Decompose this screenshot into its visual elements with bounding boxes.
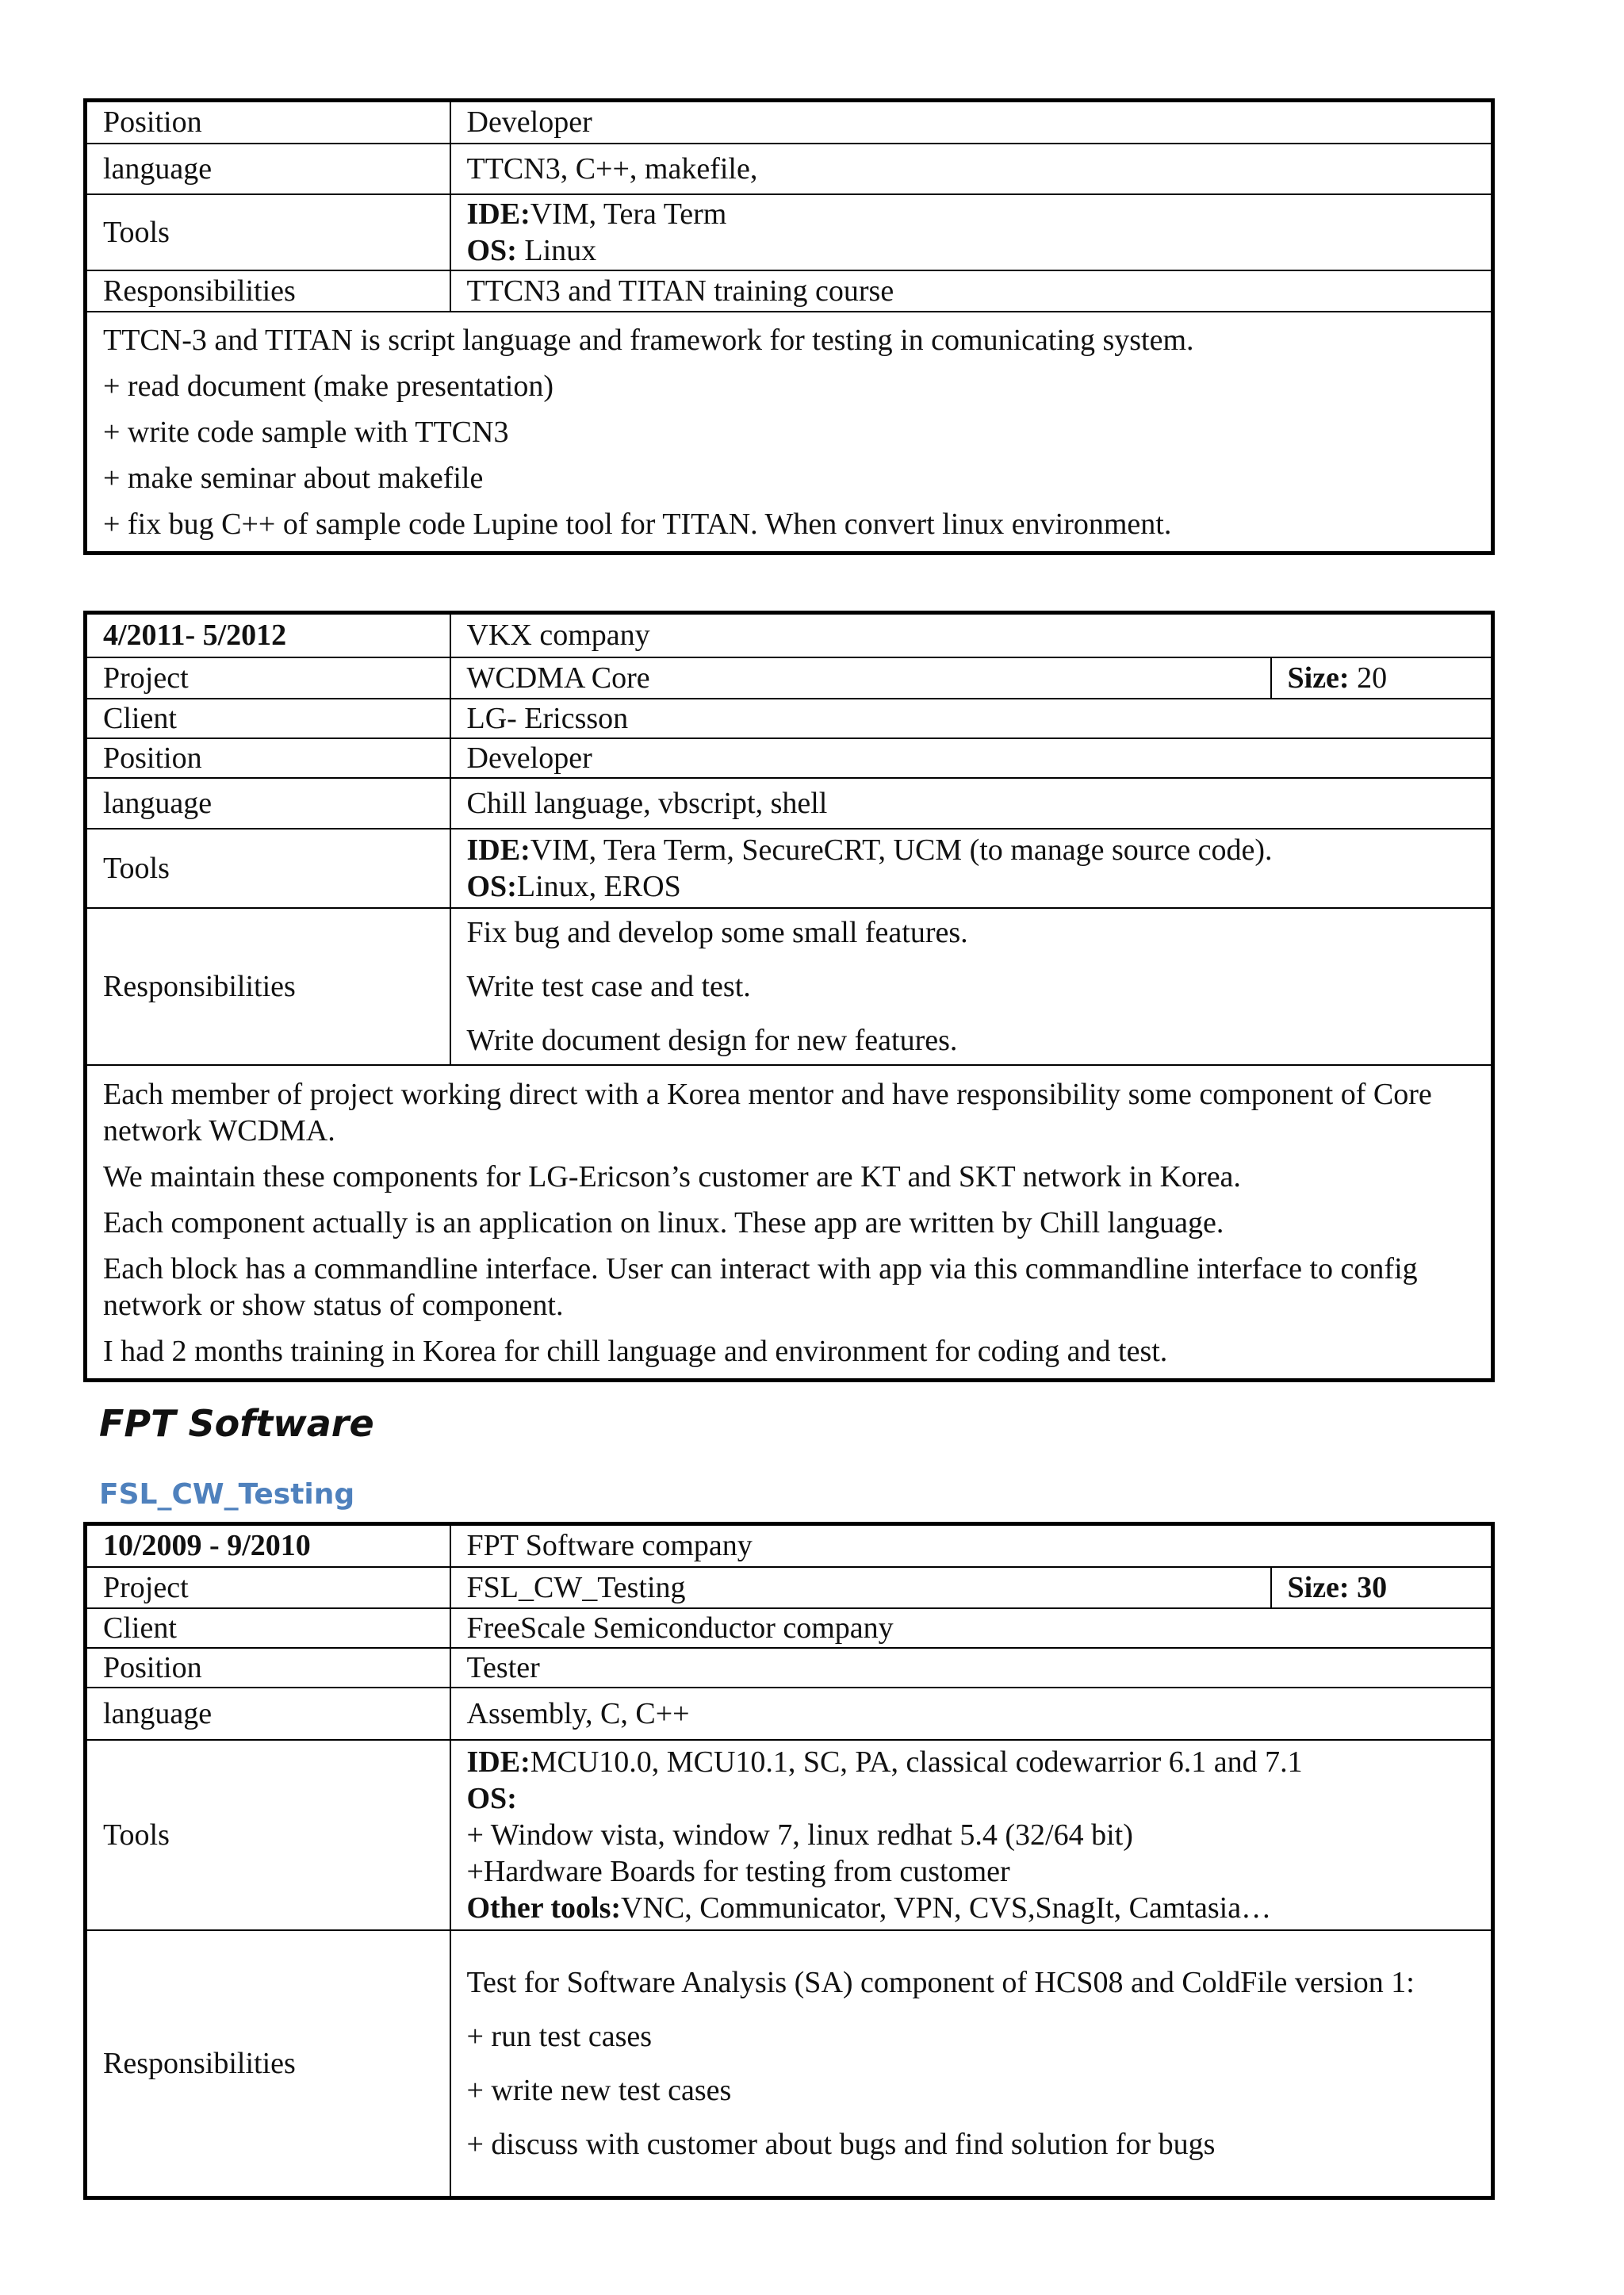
project-value: WCDMA Core [450, 657, 1271, 699]
description-line: Each block has a commandline interface. User can interact with app via this commandline interface to config network or show status of component. [103, 1251, 1418, 1322]
language-label: language [86, 144, 450, 194]
position-value: Developer [450, 738, 1493, 778]
responsibility-item: + run test cases [466, 2019, 653, 2053]
description-line: Each component actually is an application on linux. These app are written by Chill language. [103, 1205, 1224, 1239]
size-label: Size: [1287, 661, 1350, 695]
client-label: Client [86, 699, 450, 738]
language-value: Chill language, vbscript, shell [450, 778, 1493, 829]
position-label: Position [86, 101, 450, 144]
language-value: TTCN3, C++, makefile, [450, 144, 1493, 194]
os-value: Linux, EROS [516, 869, 681, 903]
other-tools-value: VNC, Communicator, VPN, CVS,SnagIt, Camtasia… [621, 1891, 1272, 1925]
os-line: + Window vista, window 7, linux redhat 5.4 (32/64 bit) [466, 1818, 1133, 1852]
company-heading: FPT Software [99, 1402, 374, 1445]
os-label: OS: [466, 233, 517, 267]
os-line: +Hardware Boards for testing from customer [466, 1854, 1010, 1888]
os-value: Linux [516, 233, 597, 267]
period-label: 10/2009 - 9/2010 [86, 1524, 450, 1567]
description-line: We maintain these components for LG-Ericson’s customer are KT and SKT network in Korea. [103, 1159, 1241, 1193]
project-heading: FSL_CW_Testing [99, 1478, 355, 1511]
ide-value: MCU10.0, MCU10.1, SC, PA, classical codewarrior 6.1 and 7.1 [530, 1745, 1303, 1779]
client-value: LG- Ericsson [450, 699, 1493, 738]
responsibilities-label: Responsibilities [86, 1930, 450, 2198]
position-label: Position [86, 738, 450, 778]
team-size [1271, 657, 1493, 699]
language-label: language [86, 1688, 450, 1740]
description-line: + write code sample with TTCN3 [103, 416, 509, 450]
tools-value [450, 194, 1493, 270]
tools-value [450, 829, 1493, 908]
ide-label: IDE: [466, 1745, 530, 1779]
experience-table-2 [83, 611, 1495, 1382]
other-tools-label: Other tools: [466, 1891, 622, 1925]
responsibility-item: + discuss with customer about bugs and find solution for bugs [466, 2127, 1216, 2161]
responsibility-item: Test for Software Analysis (SA) component of HCS08 and ColdFile version 1: [466, 1965, 1415, 1999]
tools-label: Tools [86, 194, 450, 270]
os-label: OS: [466, 869, 517, 903]
os-label: OS: [466, 1781, 517, 1815]
language-value: Assembly, C, C++ [450, 1688, 1493, 1740]
ide-value: VIM, Tera Term [530, 197, 727, 231]
responsibilities-list [450, 908, 1493, 1065]
position-value: Tester [450, 1648, 1493, 1688]
ide-label: IDE: [466, 197, 530, 231]
responsibilities-list [450, 1930, 1493, 2198]
description-line: + make seminar about makefile [103, 462, 484, 496]
responsibilities-label: Responsibilities [86, 270, 450, 312]
responsibility-item: Fix bug and develop some small features. [466, 915, 968, 949]
project-description [86, 312, 1493, 554]
position-label: Position [86, 1648, 450, 1688]
responsibility-item: Write document design for new features. [466, 1023, 958, 1057]
client-value: FreeScale Semiconductor company [450, 1608, 1493, 1648]
project-label: Project [86, 1567, 450, 1608]
position-value: Developer [450, 101, 1493, 144]
company-value: FPT Software company [450, 1524, 1493, 1567]
language-label: language [86, 778, 450, 829]
ide-label: IDE: [466, 833, 530, 867]
responsibility-item: + write new test cases [466, 2073, 732, 2107]
project-label: Project [86, 657, 450, 699]
ide-value: VIM, Tera Term, SecureCRT, UCM (to manage source code). [530, 833, 1273, 867]
project-value: FSL_CW_Testing [450, 1567, 1271, 1608]
tools-value [450, 1740, 1493, 1930]
experience-table-3 [83, 1522, 1495, 2200]
description-line: + fix bug C++ of sample code Lupine tool for TITAN. When convert linux environment. [103, 508, 1172, 542]
team-size: Size: 30 [1271, 1567, 1493, 1608]
company-value: VKX company [450, 613, 1493, 657]
tools-label: Tools [86, 829, 450, 908]
responsibilities-label: Responsibilities [86, 908, 450, 1065]
description-line: I had 2 months training in Korea for chill language and environment for coding and test. [103, 1334, 1168, 1368]
experience-table-1 [83, 98, 1495, 555]
description-line: + read document (make presentation) [103, 370, 553, 404]
tools-label: Tools [86, 1740, 450, 1930]
description-line: TTCN-3 and TITAN is script language and framework for testing in comunicating system. [103, 324, 1194, 358]
size-value: 20 [1349, 661, 1388, 695]
project-description [86, 1065, 1493, 1381]
responsibility-item: Write test case and test. [466, 969, 751, 1003]
client-label: Client [86, 1608, 450, 1648]
responsibilities-value: TTCN3 and TITAN training course [450, 270, 1493, 312]
description-line: Each member of project working direct with a Korea mentor and have responsibility some component of Core network WCDMA. [103, 1077, 1432, 1148]
period-label: 4/2011- 5/2012 [86, 613, 450, 657]
